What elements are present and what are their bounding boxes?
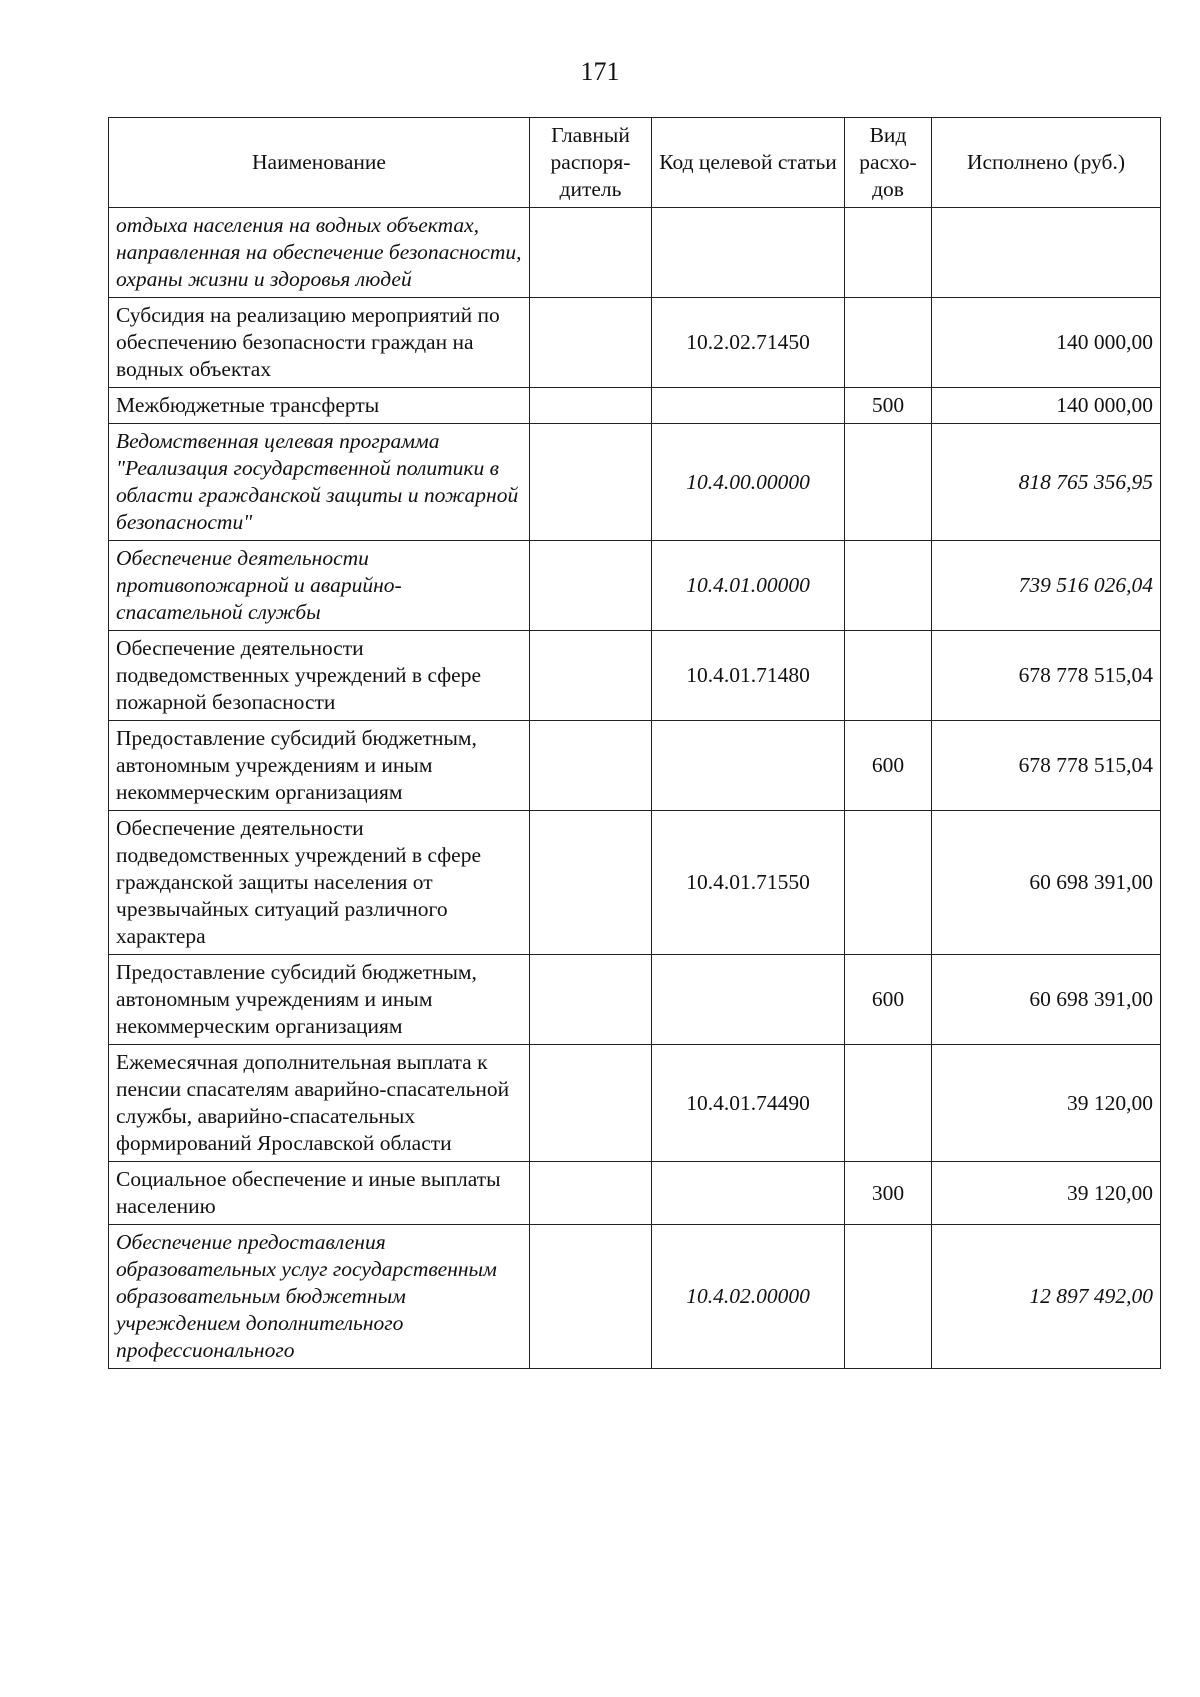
table-header (109, 118, 1161, 208)
row-executed-cell: 60 698 391,00 (932, 955, 1161, 1045)
row-expense-type-cell: 300 (845, 1162, 932, 1225)
row-name-cell: Предоставление субсидий бюджетным, автономным учреждениям и иным некоммерческим организациям (109, 955, 530, 1045)
header-name: Наименование (109, 118, 530, 208)
row-expense-type-cell (845, 541, 932, 631)
row-expense-type-cell (845, 298, 932, 388)
row-main-manager-cell (530, 1225, 652, 1369)
table-row (109, 424, 1161, 541)
row-name-cell: Субсидия на реализацию мероприятий по обеспечению безопасности граждан на водных объектах (109, 298, 530, 388)
row-expense-type-cell: 600 (845, 721, 932, 811)
row-target-code-cell: 10.2.02.71450 (652, 298, 845, 388)
row-executed-cell: 140 000,00 (932, 298, 1161, 388)
row-main-manager-cell (530, 388, 652, 424)
header-expense-type: Вид расхо-дов (845, 118, 932, 208)
table-row (109, 1225, 1161, 1369)
table-row (109, 388, 1161, 424)
row-executed-cell: 140 000,00 (932, 388, 1161, 424)
table-row (109, 1045, 1161, 1162)
table-row (109, 955, 1161, 1045)
row-target-code-cell (652, 1162, 845, 1225)
row-name-cell: Обеспечение деятельности противопожарной и аварийно-спасательной службы (109, 541, 530, 631)
row-main-manager-cell (530, 541, 652, 631)
row-target-code-cell (652, 721, 845, 811)
row-target-code-cell: 10.4.02.00000 (652, 1225, 845, 1369)
table-row (109, 1162, 1161, 1225)
row-target-code-cell: 10.4.01.74490 (652, 1045, 845, 1162)
header-main-manager: Главный распоря-дитель (530, 118, 652, 208)
row-name-cell: Межбюджетные трансферты (109, 388, 530, 424)
page-number: 171 (580, 57, 620, 86)
table-row (109, 631, 1161, 721)
row-expense-type-cell (845, 1225, 932, 1369)
row-executed-cell: 678 778 515,04 (932, 631, 1161, 721)
row-target-code-cell: 10.4.01.00000 (652, 541, 845, 631)
row-name-cell: Ведомственная целевая программа "Реализация государственной политики в области гражданской защиты и пожарной безопасности" (109, 424, 530, 541)
table-row (109, 298, 1161, 388)
budget-execution-table (108, 117, 1161, 1369)
row-main-manager-cell (530, 721, 652, 811)
row-name-cell: Обеспечение предоставления образовательных услуг государственным образовательным бюджетным учреждением дополнительного профессионального (109, 1225, 530, 1369)
table-row (109, 721, 1161, 811)
row-main-manager-cell (530, 811, 652, 955)
row-main-manager-cell (530, 1162, 652, 1225)
row-executed-cell: 678 778 515,04 (932, 721, 1161, 811)
row-target-code-cell (652, 388, 845, 424)
table-body (109, 208, 1161, 1369)
row-target-code-cell: 10.4.00.00000 (652, 424, 845, 541)
row-name-cell: Предоставление субсидий бюджетным, автономным учреждениям и иным некоммерческим организациям (109, 721, 530, 811)
row-main-manager-cell (530, 631, 652, 721)
row-executed-cell: 60 698 391,00 (932, 811, 1161, 955)
row-main-manager-cell (530, 1045, 652, 1162)
table-row (109, 208, 1161, 298)
row-expense-type-cell: 600 (845, 955, 932, 1045)
row-name-cell: отдыха населения на водных объектах, направленная на обеспечение безопасности, охраны жизни и здоровья людей (109, 208, 530, 298)
header-executed: Исполнено (руб.) (932, 118, 1161, 208)
row-expense-type-cell (845, 208, 932, 298)
row-main-manager-cell (530, 298, 652, 388)
row-name-cell: Обеспечение деятельности подведомственных учреждений в сфере пожарной безопасности (109, 631, 530, 721)
table-row (109, 541, 1161, 631)
row-name-cell: Ежемесячная дополнительная выплата к пенсии спасателям аварийно-спасательной службы, аварийно-спасательных формирований Ярославской области (109, 1045, 530, 1162)
row-expense-type-cell: 500 (845, 388, 932, 424)
row-expense-type-cell (845, 811, 932, 955)
header-target-code: Код целевой статьи (652, 118, 845, 208)
table-row (109, 811, 1161, 955)
row-executed-cell: 39 120,00 (932, 1045, 1161, 1162)
row-name-cell: Социальное обеспечение и иные выплаты населению (109, 1162, 530, 1225)
row-main-manager-cell (530, 955, 652, 1045)
row-expense-type-cell (845, 1045, 932, 1162)
row-executed-cell: 818 765 356,95 (932, 424, 1161, 541)
row-target-code-cell (652, 955, 845, 1045)
row-executed-cell: 39 120,00 (932, 1162, 1161, 1225)
row-main-manager-cell (530, 208, 652, 298)
row-target-code-cell: 10.4.01.71480 (652, 631, 845, 721)
row-target-code-cell (652, 208, 845, 298)
row-expense-type-cell (845, 424, 932, 541)
row-executed-cell: 12 897 492,00 (932, 1225, 1161, 1369)
row-main-manager-cell (530, 424, 652, 541)
row-name-cell: Обеспечение деятельности подведомственных учреждений в сфере гражданской защиты населения от чрезвычайных ситуаций различного характера (109, 811, 530, 955)
row-target-code-cell: 10.4.01.71550 (652, 811, 845, 955)
row-executed-cell: 739 516 026,04 (932, 541, 1161, 631)
row-expense-type-cell (845, 631, 932, 721)
row-executed-cell (932, 208, 1161, 298)
